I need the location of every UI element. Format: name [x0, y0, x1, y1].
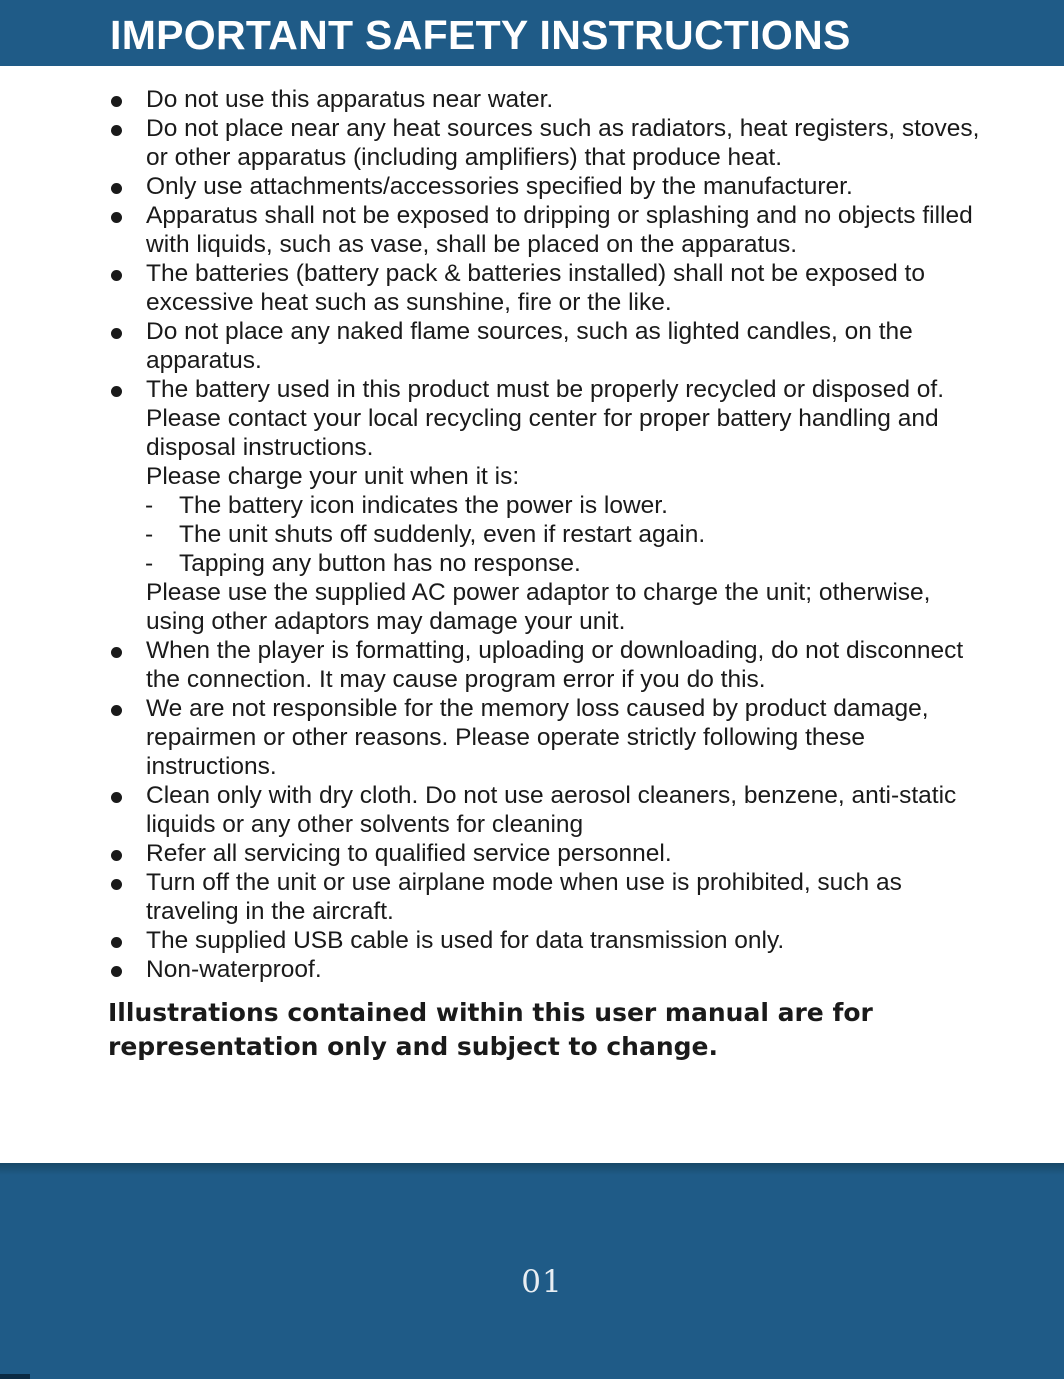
list-item: Do not use this apparatus near water. [110, 85, 990, 114]
list-item: Do not place any naked flame sources, such as lighted candles, on the apparatus. [110, 317, 990, 375]
bullet-icon [111, 705, 122, 716]
list-item: When the player is formatting, uploading or downloading, do not disconnect the connection. It may cause program error if you do this. [110, 636, 990, 694]
header-band [0, 0, 1064, 66]
safety-instructions-list [110, 85, 990, 984]
bullet-icon [111, 125, 122, 136]
bullet-icon [111, 386, 122, 397]
dash-icon: - [145, 550, 154, 577]
list-item: Do not place near any heat sources such as radiators, heat registers, stoves, or other apparatus (including amplifiers) that produce heat. [110, 114, 990, 172]
charge-condition-item: - The unit shuts off suddenly, even if restart again. [145, 521, 706, 548]
corner-mark [0, 1374, 30, 1379]
footer-shade [0, 1163, 1064, 1175]
bullet-icon [111, 647, 122, 658]
list-item: We are not responsible for the memory loss caused by product damage, repairmen or other reasons. Please operate strictly following these instructions. [110, 694, 990, 781]
list-item: Non-waterproof. [110, 955, 990, 984]
disclaimer-note: Illustrations contained within this user manual are for representation only and subject to change. [108, 998, 873, 1061]
bullet-icon [111, 966, 122, 977]
charge-intro: Please charge your unit when it is: [146, 463, 520, 490]
list-item: The supplied USB cable is used for data transmission only. [110, 926, 990, 955]
bullet-icon [111, 212, 122, 223]
list-item: The batteries (battery pack & batteries installed) shall not be exposed to excessive heat such as sunshine, fire or the like. [110, 259, 990, 317]
page-number: 01 [521, 1264, 563, 1300]
bullet-icon [111, 937, 122, 948]
list-item: Turn off the unit or use airplane mode when use is prohibited, such as traveling in the aircraft. [110, 868, 990, 926]
charge-condition-item: - Tapping any button has no response. [145, 550, 581, 577]
bullet-icon [111, 183, 122, 194]
list-item: Apparatus shall not be exposed to dripping or splashing and no objects filled with liquids, such as vase, shall be placed on the apparatus. [110, 201, 990, 259]
bullet-icon [111, 879, 122, 890]
charge-condition-item: - The battery icon indicates the power is lower. [145, 492, 668, 519]
bullet-icon [111, 270, 122, 281]
bullet-icon [111, 96, 122, 107]
list-item: Only use attachments/accessories specified by the manufacturer. [110, 172, 990, 201]
bullet-icon [111, 792, 122, 803]
adaptor-note: Please use the supplied AC power adaptor to charge the unit; otherwise, using other adaptors may damage your unit. [146, 579, 931, 635]
list-item: Refer all servicing to qualified service personnel. [110, 839, 990, 868]
dash-icon: - [145, 492, 154, 519]
bullet-icon [111, 328, 122, 339]
page-title: IMPORTANT SAFETY INSTRUCTIONS [110, 12, 851, 58]
list-item: Clean only with dry cloth. Do not use aerosol cleaners, benzene, anti-static liquids or any other solvents for cleaning [110, 781, 990, 839]
list-item-battery: The battery used in this product must be properly recycled or disposed of. Please contact your local recycling center for proper battery handling and disposal instructions. Please charge your unit when it is: - The battery icon indicates the power is lower. - The unit shuts off suddenly, even if restart again. - Tapping any button has no response. Please use the supplied AC power adaptor to charge the unit; otherwise, using other adaptors may damage your unit. [110, 375, 990, 636]
instructions-content [110, 85, 990, 1064]
charge-conditions-list [146, 491, 990, 578]
bullet-icon [111, 850, 122, 861]
dash-icon: - [145, 521, 154, 548]
footer-band [0, 1163, 1064, 1379]
